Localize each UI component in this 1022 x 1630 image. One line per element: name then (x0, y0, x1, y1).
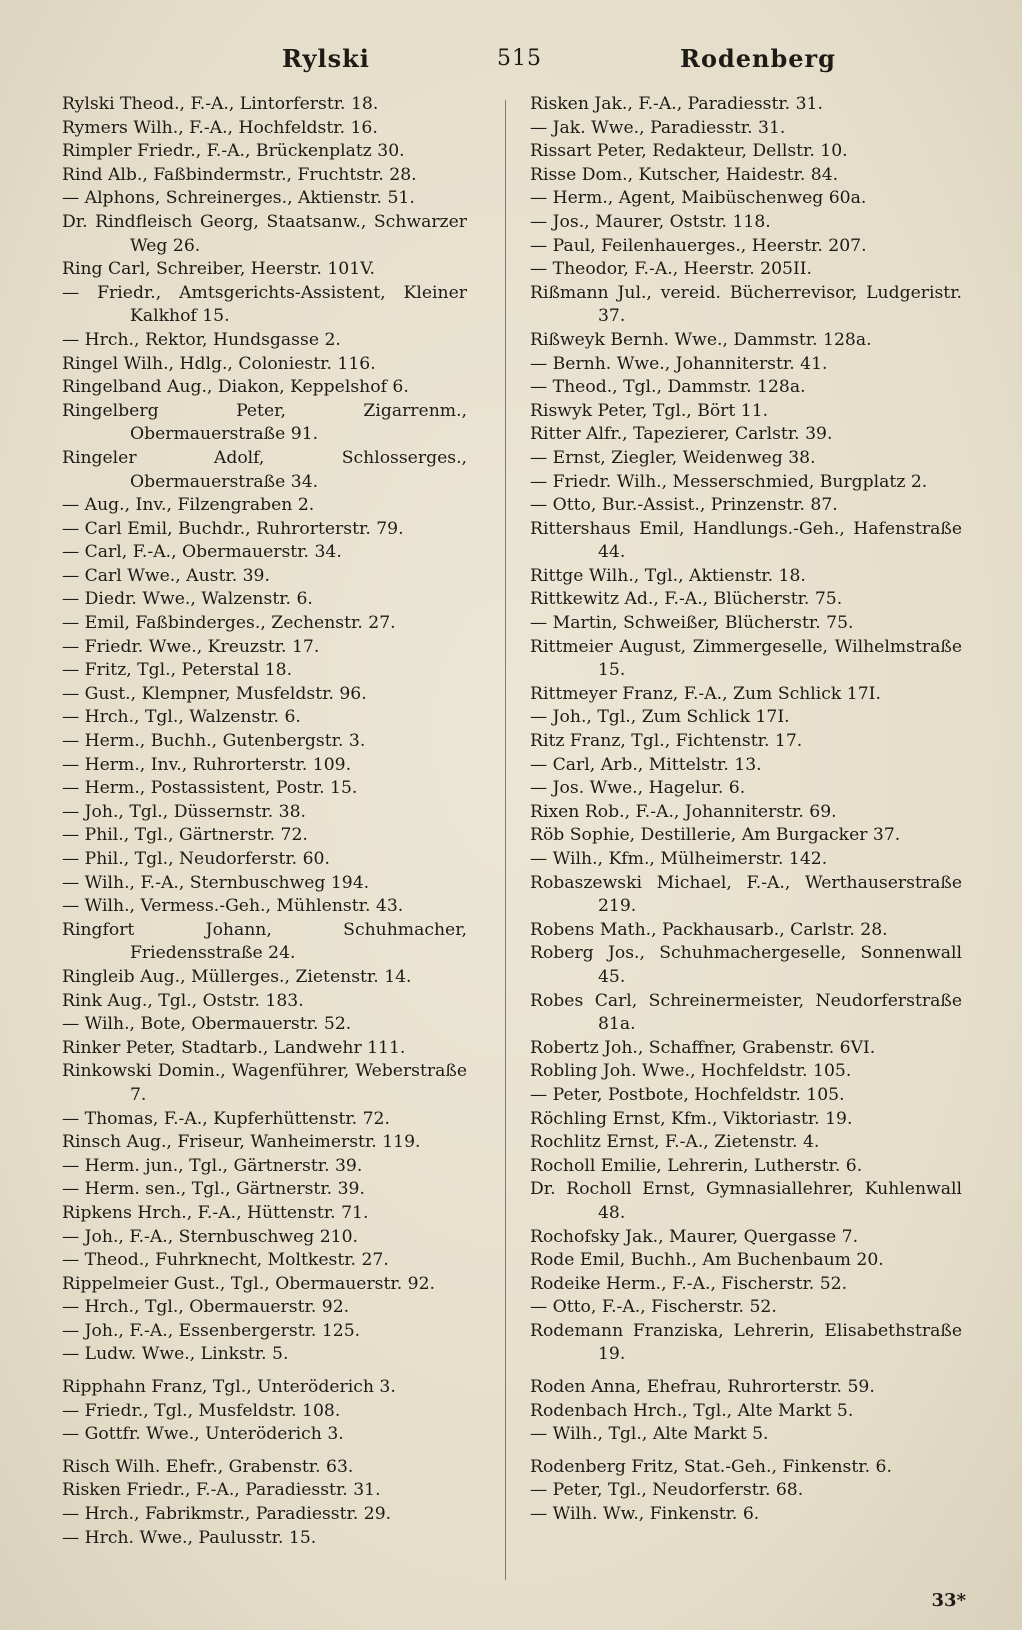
directory-entry: — Herm., Agent, Maibüschenweg 60a. (530, 188, 867, 209)
directory-entry: Ring Carl, Schreiber, Heerstr. 101V. (62, 259, 375, 280)
directory-entry: Robling Joh. Wwe., Hochfeldstr. 105. (530, 1061, 852, 1082)
directory-entry: Risse Dom., Kutscher, Haidestr. 84. (530, 164, 839, 185)
directory-entry: — Wilh., Vermess.-Geh., Mühlenstr. 43. (62, 896, 404, 917)
directory-entry: Rodenberg Fritz, Stat.-Geh., Finkenstr. 6. (530, 1456, 892, 1477)
directory-entry: Rocholl Emilie, Lehrerin, Lutherstr. 6. (530, 1155, 863, 1176)
directory-entry: — Emil, Faßbinderges., Zechenstr. 27. (62, 613, 396, 634)
directory-entry: — Hrch., Tgl., Obermauerstr. 92. (62, 1297, 350, 1318)
directory-entry: Roden Anna, Ehefrau, Ruhrorterstr. 59. (530, 1377, 875, 1398)
directory-entry: Rodeike Herm., F.-A., Fischerstr. 52. (530, 1273, 848, 1294)
column-divider (505, 100, 506, 1580)
directory-entry: Rink Aug., Tgl., Oststr. 183. (62, 990, 304, 1011)
directory-entry: — Ernst, Ziegler, Weidenweg 38. (530, 447, 816, 468)
directory-entry: Ringeler Adolf, Schlosserges., Obermauerstraße 34. (62, 447, 467, 492)
directory-entry: Rittershaus Emil, Handlungs.-Geh., Hafenstraße 44. (530, 518, 962, 563)
directory-entry: Röb Sophie, Destillerie, Am Burgacker 37. (530, 825, 901, 846)
directory-entry: — Otto, Bur.-Assist., Prinzenstr. 87. (530, 495, 838, 516)
directory-entry: Rochlitz Ernst, F.-A., Zietenstr. 4. (530, 1132, 820, 1153)
directory-entry: Ringfort Johann, Schuhmacher, Friedensstraße 24. (62, 919, 467, 964)
directory-entry: — Theod., Tgl., Dammstr. 128a. (530, 377, 806, 398)
directory-entry: — Carl Emil, Buchdr., Ruhrorterstr. 79. (62, 518, 404, 539)
directory-entry: — Wilh. Ww., Finkenstr. 6. (530, 1504, 760, 1525)
directory-entry: — Wilh., Kfm., Mülheimerstr. 142. (530, 849, 828, 869)
directory-entry: Robaszewski Michael, F.-A., Werthauserstraße 219. (530, 872, 962, 917)
directory-entry: — Bernh. Wwe., Johanniterstr. 41. (530, 353, 828, 374)
directory-entry: Röchling Ernst, Kfm., Viktoriastr. 19. (530, 1108, 853, 1129)
directory-entry: — Joh., F.-A., Essenbergerstr. 125. (62, 1320, 361, 1341)
directory-entry: — Friedr. Wilh., Messerschmied, Burgplatz 2. (530, 471, 928, 492)
directory-entry: — Wilh., Tgl., Alte Markt 5. (530, 1424, 769, 1445)
directory-entry: Ringel Wilh., Hdlg., Coloniestr. 116. (62, 353, 376, 374)
directory-entry: — Hrch., Rektor, Hundsgasse 2. (62, 329, 341, 350)
directory-entry: — Friedr., Tgl., Musfeldstr. 108. (62, 1400, 341, 1421)
directory-entry: — Alphons, Schreinerges., Aktienstr. 51. (62, 188, 415, 209)
header-left-keyword: Rylski (282, 44, 370, 73)
directory-entry: Rimpler Friedr., F.-A., Brückenplatz 30. (62, 141, 405, 162)
directory-entry: — Jos., Maurer, Oststr. 118. (530, 211, 771, 232)
directory-entry: — Herm. sen., Tgl., Gärtnerstr. 39. (62, 1179, 365, 1200)
directory-entry: Risken Friedr., F.-A., Paradiesstr. 31. (62, 1480, 381, 1501)
directory-entry: Rittkewitz Ad., F.-A., Blücherstr. 75. (530, 589, 843, 610)
right-column (530, 93, 962, 1527)
directory-entry: Rixen Rob., F.-A., Johanniterstr. 69. (530, 801, 837, 822)
directory-entry: Robertz Joh., Schaffner, Grabenstr. 6VI. (530, 1037, 876, 1058)
directory-entry: Rinsch Aug., Friseur, Wanheimerstr. 119. (62, 1132, 421, 1153)
directory-entry: — Hrch., Tgl., Walzenstr. 6. (62, 707, 301, 728)
directory-entry: — Fritz, Tgl., Peterstal 18. (62, 660, 293, 681)
directory-entry: — Carl, F.-A., Obermauerstr. 34. (62, 542, 342, 563)
directory-entry: Rissart Peter, Redakteur, Dellstr. 10. (530, 141, 848, 162)
directory-entry: — Paul, Feilenhauerges., Heerstr. 207. (530, 235, 867, 256)
sheet-signature: 33* (931, 1590, 966, 1611)
directory-entry: — Phil., Tgl., Neudorferstr. 60. (62, 849, 330, 869)
directory-entry: — Herm., Postassistent, Postr. 15. (62, 778, 358, 799)
header-right-keyword: Rodenberg (680, 44, 836, 73)
directory-entry: Rodemann Franziska, Lehrerin, Elisabethstraße 19. (530, 1320, 962, 1365)
directory-entry: — Gottfr. Wwe., Unteröderich 3. (62, 1424, 344, 1445)
directory-entry: — Thomas, F.-A., Kupferhüttenstr. 72. (62, 1108, 390, 1129)
directory-entry: Rippelmeier Gust., Tgl., Obermauerstr. 92. (62, 1273, 435, 1294)
directory-entry: Rißmann Jul., vereid. Bücherrevisor, Ludgeristr. 37. (530, 282, 962, 327)
directory-entry: — Otto, F.-A., Fischerstr. 52. (530, 1297, 777, 1318)
directory-entry: — Carl Wwe., Austr. 39. (62, 565, 270, 586)
directory-entry: — Joh., F.-A., Sternbuschweg 210. (62, 1226, 359, 1247)
directory-entry: Risch Wilh. Ehefr., Grabenstr. 63. (62, 1456, 354, 1477)
directory-entry: Ritter Alfr., Tapezierer, Carlstr. 39. (530, 424, 833, 445)
directory-entry: Riswyk Peter, Tgl., Bört 11. (530, 400, 769, 421)
directory-entry: — Theodor, F.-A., Heerstr. 205II. (530, 259, 813, 280)
directory-entry: Rittmeier August, Zimmergeselle, Wilhelmstraße 15. (530, 636, 962, 681)
directory-entry: Ritz Franz, Tgl., Fichtenstr. 17. (530, 731, 803, 752)
directory-entry: Robens Math., Packhausarb., Carlstr. 28. (530, 919, 888, 940)
directory-entry: — Gust., Klempner, Musfeldstr. 96. (62, 683, 367, 704)
directory-entry: Rylski Theod., F.-A., Lintorferstr. 18. (62, 94, 379, 114)
directory-entry: Ringelband Aug., Diakon, Keppelshof 6. (62, 377, 409, 398)
directory-entry: — Hrch., Fabrikmstr., Paradiesstr. 29. (62, 1504, 392, 1525)
directory-entry: — Martin, Schweißer, Blücherstr. 75. (530, 613, 854, 634)
directory-entry: — Wilh., Bote, Obermauerstr. 52. (62, 1014, 352, 1035)
directory-entry: Dr. Rocholl Ernst, Gymnasiallehrer, Kuhlenwall 48. (530, 1179, 962, 1223)
directory-entry: Rind Alb., Faßbindermstr., Fruchtstr. 28. (62, 164, 417, 185)
left-column (62, 93, 467, 1550)
directory-entry: — Joh., Tgl., Düssernstr. 38. (62, 801, 306, 822)
directory-entry: Rittge Wilh., Tgl., Aktienstr. 18. (530, 565, 806, 586)
directory-entry: Ripphahn Franz, Tgl., Unteröderich 3. (62, 1377, 396, 1398)
directory-entry: — Phil., Tgl., Gärtnerstr. 72. (62, 825, 308, 846)
directory-entry: Rittmeyer Franz, F.-A., Zum Schlick 17I. (530, 683, 881, 704)
directory-entry: Roberg Jos., Schuhmachergeselle, Sonnenwall 45. (530, 943, 962, 987)
directory-entry: — Joh., Tgl., Zum Schlick 17I. (530, 707, 790, 728)
directory-entry: Ringelberg Peter, Zigarrenm., Obermauerstraße 91. (62, 400, 467, 445)
directory-entry: — Peter, Tgl., Neudorferstr. 68. (530, 1480, 804, 1501)
directory-entry: Rinkowski Domin., Wagenführer, Weberstraße 7. (62, 1061, 467, 1105)
directory-entry: Risken Jak., F.-A., Paradiesstr. 31. (530, 94, 823, 114)
directory-entry: — Friedr. Wwe., Kreuzstr. 17. (62, 636, 320, 657)
directory-entry: — Theod., Fuhrknecht, Moltkestr. 27. (62, 1250, 389, 1271)
directory-entry: Rinker Peter, Stadtarb., Landwehr 111. (62, 1037, 406, 1058)
directory-entry: — Wilh., F.-A., Sternbuschweg 194. (62, 872, 370, 893)
directory-entry: Ripkens Hrch., F.-A., Hüttenstr. 71. (62, 1202, 369, 1223)
directory-entry: — Friedr., Amtsgerichts-Assistent, Kleiner Kalkhof 15. (62, 282, 467, 327)
directory-entry: Robes Carl, Schreinermeister, Neudorferstraße 81a. (530, 990, 962, 1035)
directory-entry: — Aug., Inv., Filzengraben 2. (62, 495, 315, 516)
directory-entry: Rißweyk Bernh. Wwe., Dammstr. 128a. (530, 329, 872, 350)
directory-entry: — Jak. Wwe., Paradiesstr. 31. (530, 117, 786, 138)
directory-entry: — Ludw. Wwe., Linkstr. 5. (62, 1344, 289, 1365)
page-number: 515 (497, 46, 542, 71)
directory-entry: — Peter, Postbote, Hochfeldstr. 105. (530, 1084, 845, 1105)
directory-entry: Rochofsky Jak., Maurer, Quergasse 7. (530, 1226, 859, 1247)
directory-entry: — Carl, Arb., Mittelstr. 13. (530, 754, 762, 775)
directory-entry: Rodenbach Hrch., Tgl., Alte Markt 5. (530, 1400, 854, 1421)
directory-entry: — Hrch. Wwe., Paulusstr. 15. (62, 1527, 317, 1548)
directory-entry: — Diedr. Wwe., Walzenstr. 6. (62, 589, 313, 610)
directory-entry: — Herm., Inv., Ruhrorterstr. 109. (62, 754, 352, 775)
directory-entry: Dr. Rindfleisch Georg, Staatsanw., Schwarzer Weg 26. (62, 211, 467, 256)
directory-entry: — Jos. Wwe., Hagelur. 6. (530, 778, 746, 799)
directory-entry: Rode Emil, Buchh., Am Buchenbaum 20. (530, 1250, 884, 1271)
directory-entry: Rymers Wilh., F.-A., Hochfeldstr. 16. (62, 117, 378, 138)
directory-entry: — Herm. jun., Tgl., Gärtnerstr. 39. (62, 1155, 363, 1176)
directory-entry: Ringleib Aug., Müllerges., Zietenstr. 14. (62, 966, 412, 987)
directory-entry: — Herm., Buchh., Gutenbergstr. 3. (62, 731, 366, 752)
